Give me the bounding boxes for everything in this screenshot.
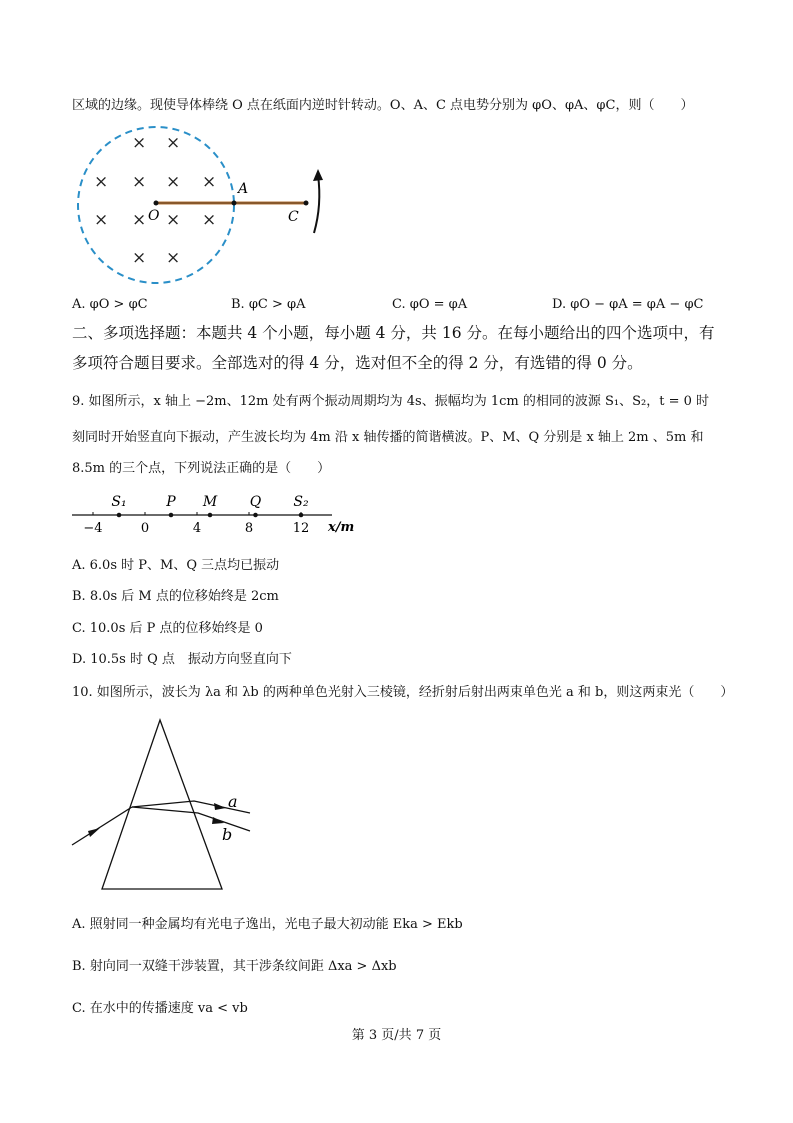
q8-option-d: D. φO − φA = φA − φC bbox=[552, 297, 704, 312]
svg-text:×: × bbox=[166, 133, 181, 153]
section2-line2: 多项符合题目要求。全部选对的得 4 分，选对但不全的得 2 分，有选错的得 0 分。 bbox=[72, 354, 643, 372]
q8-option-b: B. φC > φA bbox=[231, 297, 306, 312]
axis-tick-label: 4 bbox=[192, 521, 202, 536]
svg-text:×: × bbox=[132, 248, 147, 268]
axis-point-label: P bbox=[166, 494, 176, 510]
axis-point bbox=[169, 513, 174, 518]
q8-figure bbox=[70, 125, 340, 295]
point-C bbox=[304, 201, 309, 206]
svg-text:×: × bbox=[132, 133, 147, 153]
axis-point-label: Q bbox=[249, 494, 262, 510]
label-C: C bbox=[288, 209, 299, 225]
svg-text:×: × bbox=[132, 172, 147, 192]
q9-option-b: B. 8.0s 后 M 点的位移始终是 2cm bbox=[72, 589, 279, 604]
axis-point bbox=[299, 513, 304, 518]
point-O bbox=[154, 201, 159, 206]
svg-text:×: × bbox=[166, 248, 181, 268]
field-cross-marks bbox=[94, 133, 216, 268]
svg-text:×: × bbox=[166, 210, 181, 230]
svg-text:×: × bbox=[202, 172, 217, 192]
q8-stem: 区域的边缘。现使导体棒绕 O 点在纸面内逆时针转动。O、A、C 点电势分别为 φO、φA、φC，则（ ） bbox=[72, 98, 694, 113]
axis-tick-label: 12 bbox=[292, 521, 310, 536]
axis-tick-label: 0 bbox=[140, 521, 150, 536]
q10-prism-figure bbox=[70, 715, 270, 895]
axis-point-label: S₁ bbox=[111, 494, 127, 510]
axis-point-label: S₂ bbox=[293, 494, 309, 510]
ray-label-a: a bbox=[228, 792, 238, 811]
q8-option-c: C. φO = φA bbox=[392, 297, 468, 312]
q9-stem-line2: 刻同时开始竖直向下振动，产生波长均为 4m 沿 x 轴传播的简谐横波。P、M、Q 分别是 x 轴上 2m 、5m 和 bbox=[72, 430, 704, 445]
axis-tick-label: −4 bbox=[83, 521, 103, 536]
axis-point bbox=[253, 513, 258, 518]
label-O: O bbox=[148, 208, 160, 224]
q9-axis-figure bbox=[70, 490, 370, 540]
svg-text:×: × bbox=[132, 210, 147, 230]
svg-text:×: × bbox=[94, 172, 109, 192]
q9-option-c: C. 10.0s 后 P 点的位移始终是 0 bbox=[72, 621, 263, 636]
ray-label-b: b bbox=[222, 825, 233, 844]
axis-point bbox=[117, 513, 122, 518]
axis-tick-label: 8 bbox=[244, 521, 254, 536]
q9-option-a: A. 6.0s 时 P、M、Q 三点均已振动 bbox=[72, 558, 280, 573]
q10-option-b: B. 射向同一双缝干涉装置，其干涉条纹间距 Δxa > Δxb bbox=[72, 959, 397, 974]
q10-stem: 10. 如图所示，波长为 λa 和 λb 的两种单色光射入三棱镜，经折射后射出两束单色光 a 和 b，则这两束光（ ） bbox=[72, 685, 734, 700]
section2-line1: 二、多项选择题：本题共 4 个小题，每小题 4 分，共 16 分。在每小题给出的四个选项中，有 bbox=[72, 324, 715, 342]
label-A: A bbox=[238, 181, 249, 197]
q9-stem-line3: 8.5m 的三个点，下列说法正确的是（ ） bbox=[72, 461, 331, 476]
svg-text:×: × bbox=[94, 210, 109, 230]
q8-option-a: A. φO > φC bbox=[72, 297, 148, 312]
svg-text:×: × bbox=[202, 210, 217, 230]
point-A bbox=[232, 201, 237, 206]
page-footer: 第 3 页/共 7 页 bbox=[351, 1028, 442, 1043]
axis-label: x/m bbox=[328, 520, 355, 535]
q9-option-d: D. 10.5s 时 Q 点 振动方向竖直向下 bbox=[72, 652, 292, 667]
axis-point bbox=[208, 513, 213, 518]
q9-stem-line1: 9. 如图所示，x 轴上 −2m、12m 处有两个振动周期均为 4s、振幅均为 1cm 的相同的波源 S₁、S₂，t = 0 时 bbox=[72, 394, 709, 409]
q10-option-a: A. 照射同一种金属均有光电子逸出，光电子最大初动能 Eka > Ekb bbox=[72, 917, 463, 932]
rotation-arrow bbox=[314, 175, 319, 233]
svg-text:×: × bbox=[166, 172, 181, 192]
q10-option-c: C. 在水中的传播速度 va < vb bbox=[72, 1001, 248, 1016]
axis-point-label: M bbox=[202, 494, 218, 510]
